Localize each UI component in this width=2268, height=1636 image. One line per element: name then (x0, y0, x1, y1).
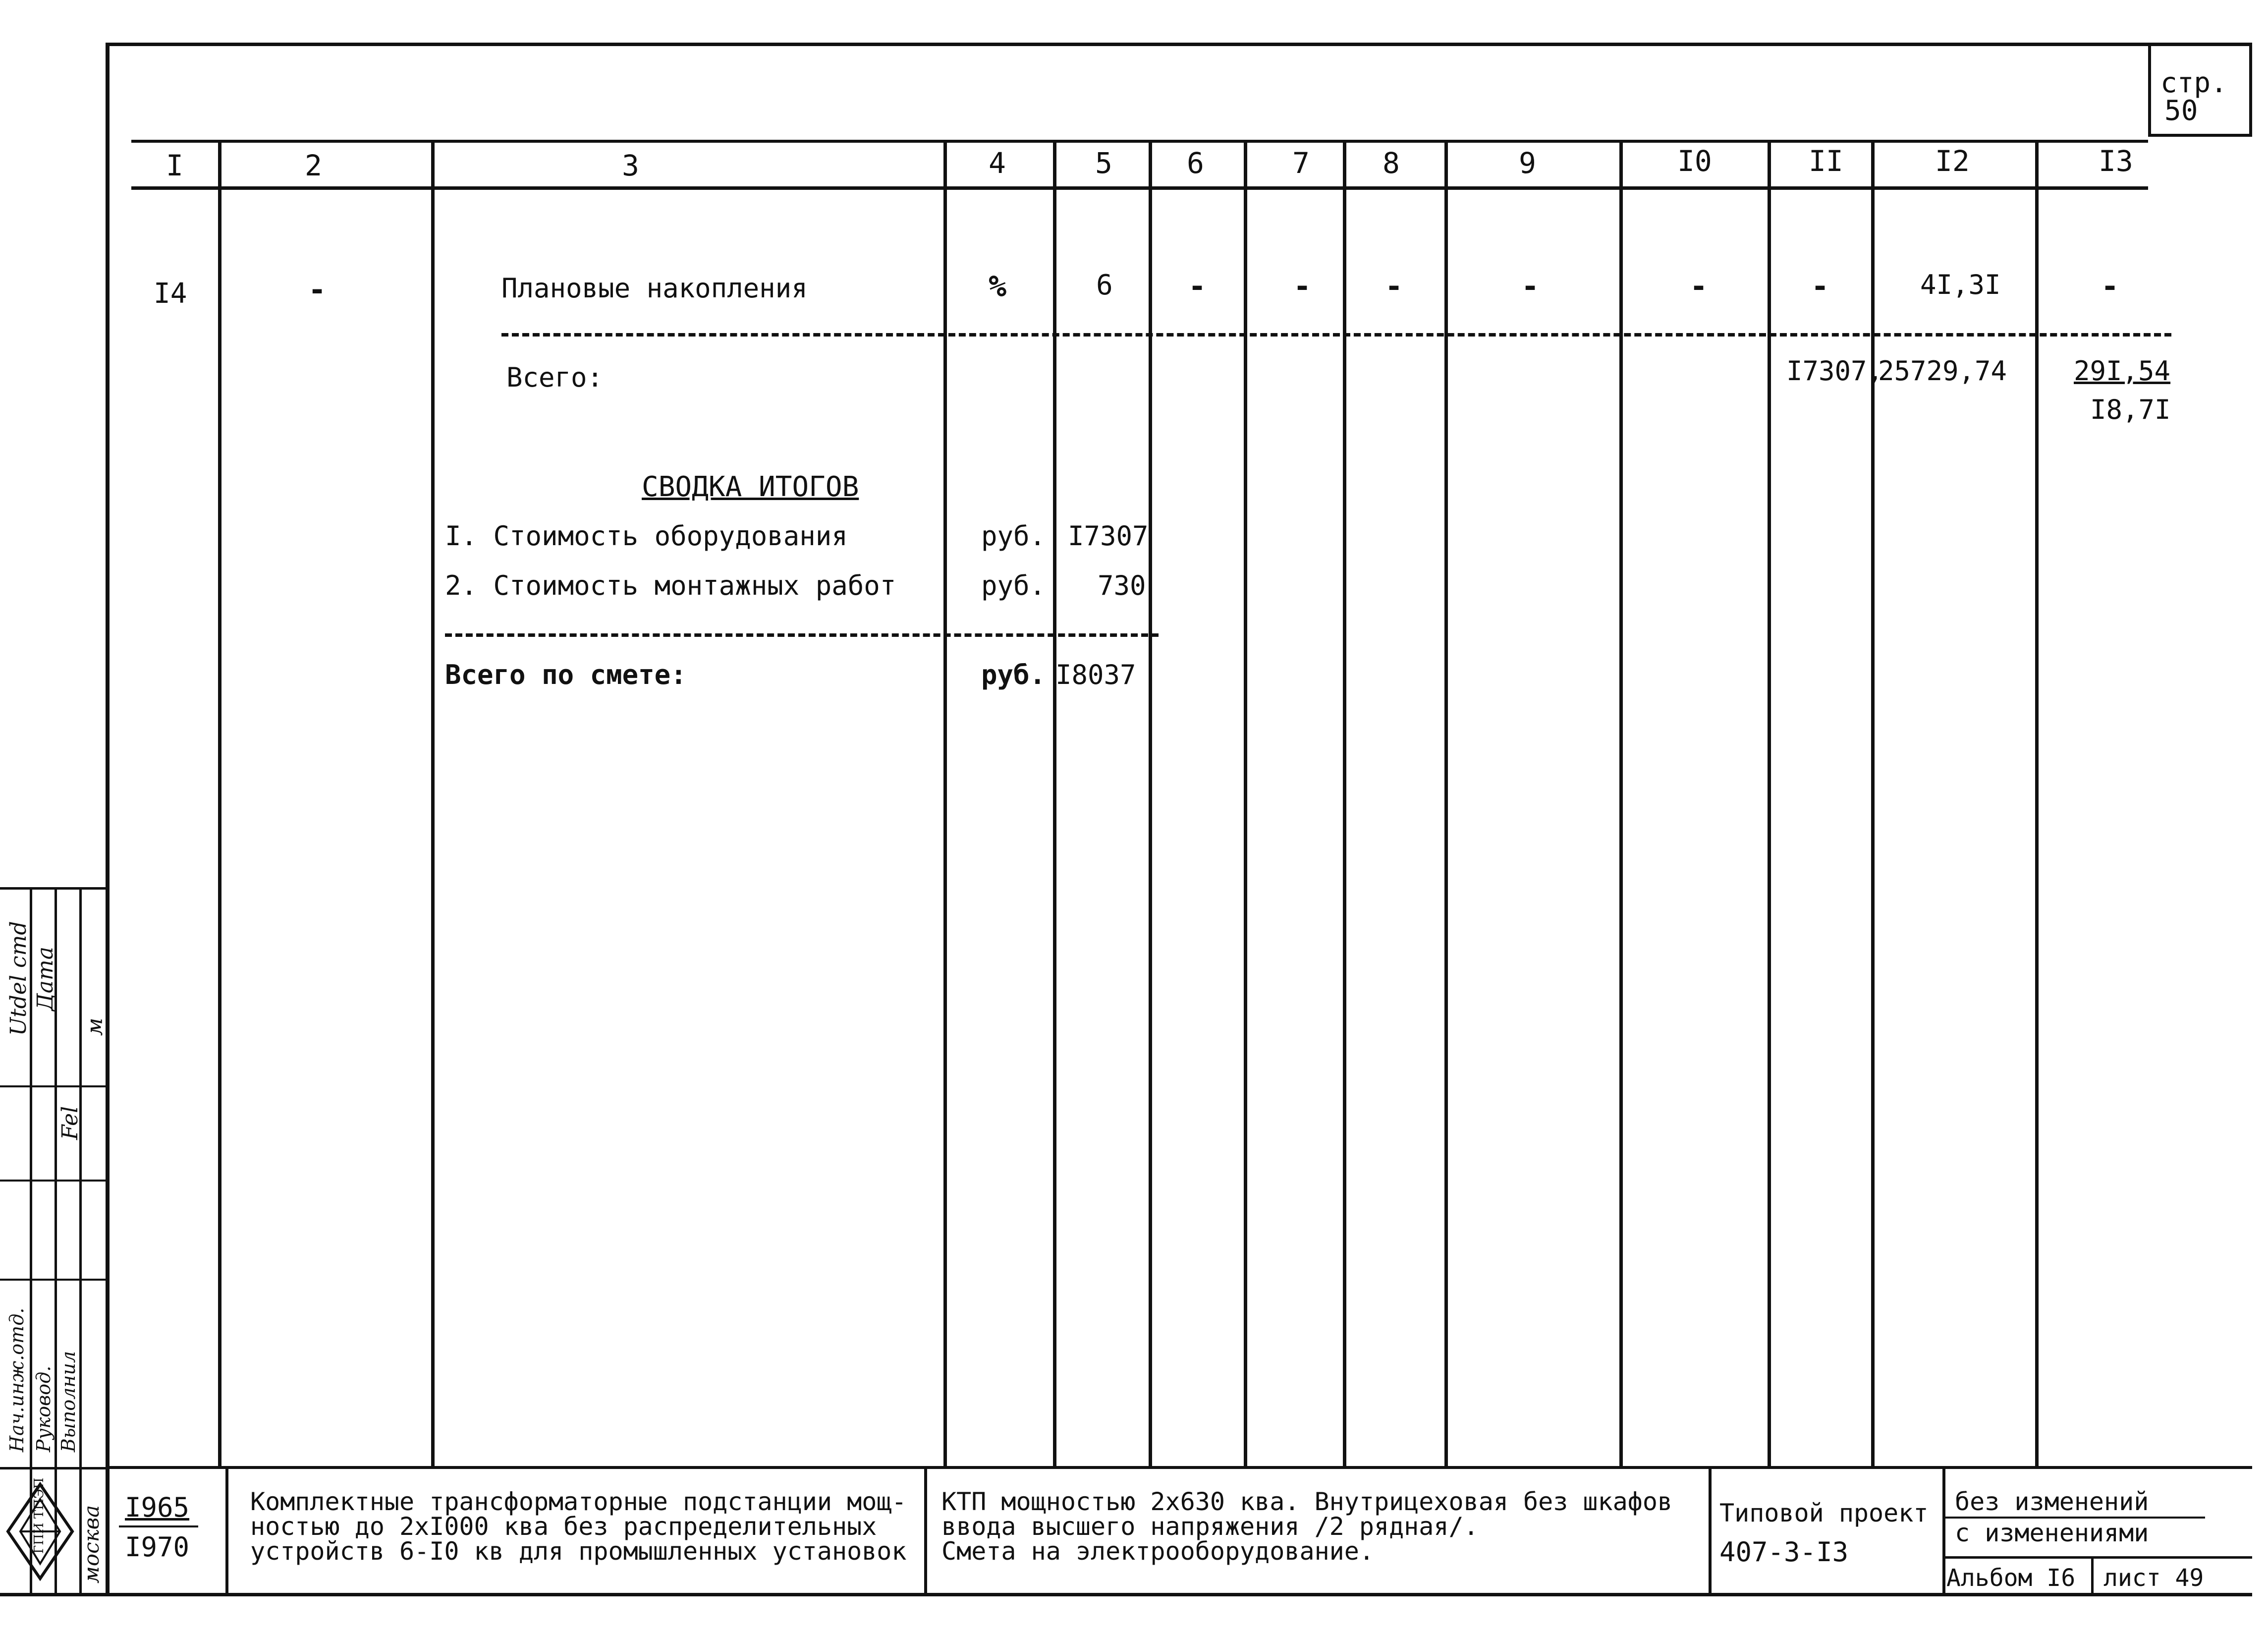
summary-item-2-label: 2. Стоимость монтажных работ (445, 570, 896, 601)
total-c13-top: 29I,54 (2074, 355, 2171, 387)
page-box-left (2148, 43, 2151, 137)
row-c7: - (1293, 269, 1312, 304)
col-header-5: 5 (1095, 146, 1112, 180)
page-box-bottom (2148, 134, 2252, 137)
stamp-head-1: Utdel cmd (6, 921, 31, 1036)
col-header-7: 7 (1292, 146, 1310, 180)
summary-title: СВОДКА ИТОГОВ (642, 471, 859, 503)
grand-total-value: I8037 (1055, 659, 1136, 690)
change-with: с изменениями (1955, 1519, 2149, 1547)
col-header-9: 9 (1519, 146, 1536, 180)
change-none: без изменений (1955, 1487, 2149, 1516)
frame-bottom (0, 1593, 2252, 1596)
page-label-number: 50 (2164, 95, 2198, 127)
sheet-number: лист 49 (2103, 1564, 2204, 1592)
frame-left (106, 43, 110, 1596)
row-c8: - (1385, 269, 1403, 304)
col-header-11: II (1809, 144, 1843, 178)
col-header-10: I0 (1677, 144, 1712, 178)
stamp-role-3: Выполнил (57, 1351, 79, 1452)
row-number: I4 (154, 278, 187, 310)
stamp-role-1: Нач.инж.отд. (6, 1307, 28, 1452)
tb-divider-4 (1942, 1466, 1945, 1596)
tb-divider-1 (225, 1466, 228, 1596)
album-number: Альбом I6 (1946, 1564, 2076, 1592)
total-c13-bottom: I8,7I (2090, 394, 2171, 425)
summary-item-2-unit: руб. (981, 570, 1046, 601)
col-header-8: 8 (1383, 146, 1400, 180)
row-col2: - (308, 273, 327, 307)
row-name: Плановые накопления (501, 273, 808, 304)
footer-title-line-1: Комплектные трансформаторные подстанции мощ- (250, 1487, 907, 1516)
page-box-right (2249, 43, 2252, 137)
project-number: 407-3-I3 (1719, 1536, 1849, 1568)
footer-desc-line-3: Смета на электрооборудование. (941, 1537, 1374, 1566)
footer-year-1: I965 (125, 1492, 190, 1523)
col-header-1: I (166, 149, 183, 182)
tb-change-line-2 (1942, 1556, 2252, 1559)
stamp-role-2: Руковод. (33, 1365, 55, 1452)
row-c6: - (1188, 269, 1207, 304)
titleblock-top (107, 1466, 2252, 1469)
total-c11: I7307, (1786, 355, 1883, 387)
row-c12: 4I,3I (1920, 269, 2001, 300)
footer-title-line-2: ностью до 2xI000 ква без распределительных (250, 1512, 877, 1541)
logo-text: ГПИ ТПЭП (32, 1477, 47, 1554)
footer-desc-line-1: КТП мощностью 2х630 ква. Внутрицеховая без шкафов (941, 1487, 1673, 1516)
page-label-prefix: стр. (2160, 67, 2227, 99)
row-c11: - (1811, 269, 1829, 304)
summary-dashed-line (445, 633, 1159, 637)
col-header-6: 6 (1187, 146, 1204, 180)
total-c11b: 25 (1878, 355, 1911, 387)
stamp-head-2: Дата (33, 947, 58, 1011)
tb-year-divider (119, 1525, 198, 1527)
col-header-2: 2 (305, 149, 322, 182)
summary-item-1-label: I. Стоимость оборудования (445, 520, 848, 552)
grand-total-unit: руб. (981, 659, 1046, 690)
tb-divider-3 (1709, 1466, 1712, 1596)
row-qty: 6 (1096, 269, 1113, 301)
footer-year-2: I970 (125, 1531, 190, 1563)
col-header-3: 3 (622, 149, 639, 182)
summary-item-2-value: 730 (1098, 570, 1146, 601)
row-c13: - (2101, 269, 2119, 304)
summary-item-1-value: I7307 (1068, 520, 1149, 552)
footer-desc-line-2: ввода высшего напряжения /2 рядная/. (941, 1512, 1479, 1541)
total-label: Всего: (506, 362, 604, 393)
frame-top (107, 43, 2252, 46)
total-c12: 729,74 (1910, 355, 2007, 387)
row-c10: - (1690, 269, 1708, 304)
col-header-13: I3 (2099, 144, 2133, 178)
row-unit: % (989, 269, 1007, 304)
tb-album-divider (2091, 1556, 2094, 1596)
footer-title-line-3: устройств 6-I0 кв для промышленных установок (250, 1537, 907, 1566)
stamp-head-4: м (82, 1017, 108, 1036)
grand-total-label: Всего по смете: (445, 659, 687, 690)
stamp-city: москва (79, 1505, 104, 1583)
total-dashed-line (501, 333, 2171, 337)
summary-item-1-unit: руб. (981, 520, 1046, 552)
row-c9: - (1521, 269, 1540, 304)
col-header-4: 4 (989, 146, 1006, 180)
stamp-head-3: Fel (57, 1106, 83, 1140)
tb-divider-2 (924, 1466, 927, 1596)
col-header-12: I2 (1935, 144, 1970, 178)
gpi-logo-icon (3, 1479, 77, 1583)
project-label: Типовой проект (1719, 1499, 1929, 1527)
